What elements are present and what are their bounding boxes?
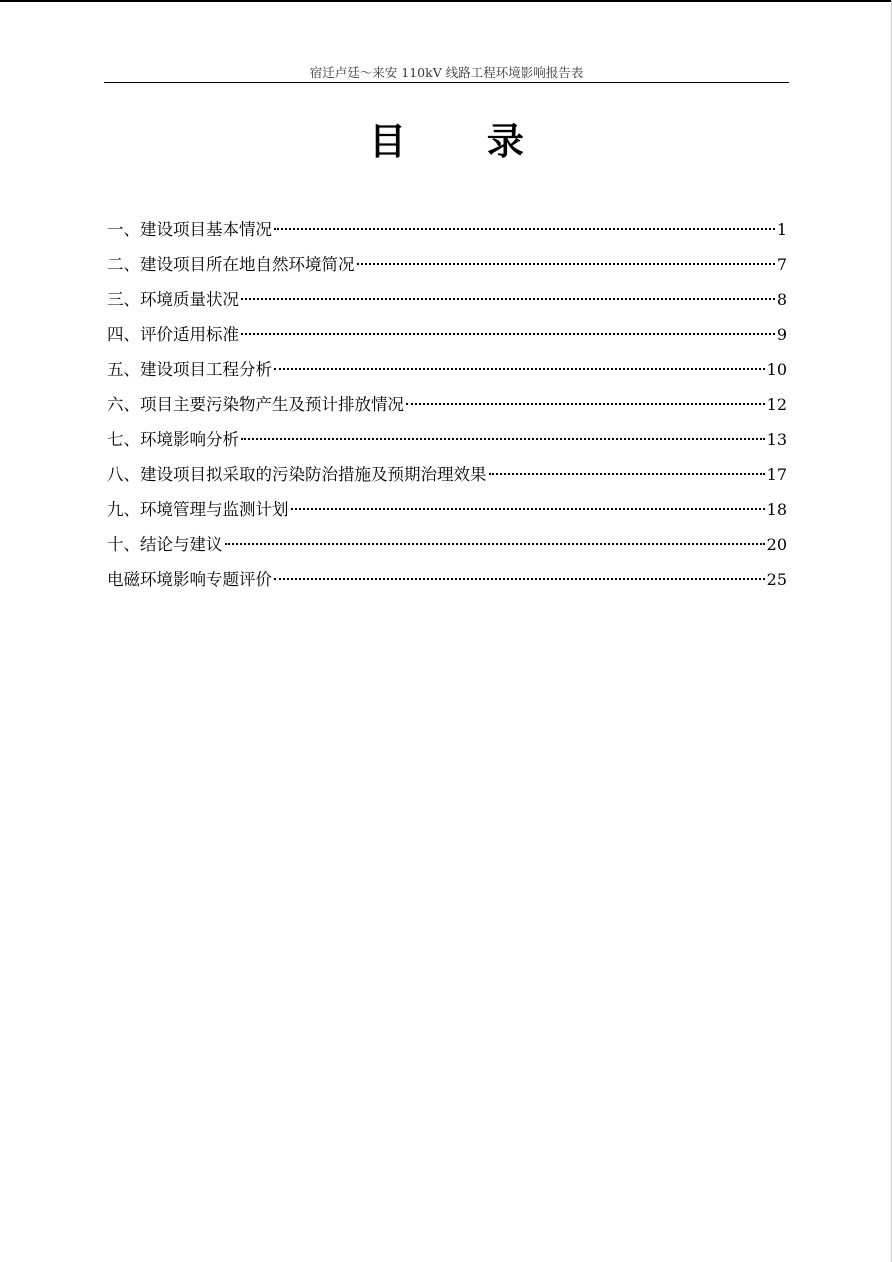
toc-entry-11[interactable] (107, 566, 787, 601)
dot-leader (291, 508, 765, 510)
dot-leader (274, 368, 765, 370)
dot-leader (357, 263, 775, 265)
dot-leader (406, 403, 765, 405)
toc-entry-2[interactable] (107, 251, 787, 286)
toc-entry-7[interactable] (107, 426, 787, 461)
toc-entry-label: 七、环境影响分析 (107, 430, 239, 449)
toc-page-number: 1 (776, 220, 787, 239)
dot-leader (225, 543, 765, 545)
table-of-contents (107, 216, 787, 601)
toc-entry-3[interactable] (107, 286, 787, 321)
dot-leader (274, 578, 765, 580)
toc-entry-label: 十、结论与建议 (107, 535, 223, 554)
dot-leader (489, 473, 765, 475)
toc-entry-5[interactable] (107, 356, 787, 391)
toc-entry-8[interactable] (107, 461, 787, 496)
toc-entry-label: 五、建设项目工程分析 (107, 360, 272, 379)
toc-page-number: 7 (776, 255, 787, 274)
toc-page-number: 12 (766, 395, 787, 414)
toc-entry-label: 电磁环境影响专题评价 (107, 570, 272, 589)
toc-entry-label: 二、建设项目所在地自然环境简况 (107, 255, 355, 274)
page-title: 目 录 (369, 119, 558, 163)
toc-page-number: 9 (776, 325, 787, 344)
page-top-border (0, 0, 892, 2)
toc-entry-4[interactable] (107, 321, 787, 356)
toc-page-number: 13 (766, 430, 787, 449)
toc-entry-label: 六、项目主要污染物产生及预计排放情况 (107, 395, 404, 414)
toc-page-number: 8 (776, 290, 787, 309)
toc-page-number: 10 (766, 360, 787, 379)
toc-entry-label: 一、建设项目基本情况 (107, 220, 272, 239)
toc-entry-6[interactable] (107, 391, 787, 426)
toc-page-number: 25 (766, 570, 787, 589)
toc-entry-label: 九、环境管理与监测计划 (107, 500, 289, 519)
toc-entry-1[interactable] (107, 216, 787, 251)
toc-entry-9[interactable] (107, 496, 787, 531)
dot-leader (241, 333, 775, 335)
dot-leader (274, 228, 775, 230)
dot-leader (241, 298, 775, 300)
toc-page-number: 17 (766, 465, 787, 484)
dot-leader (241, 438, 765, 440)
toc-entry-label: 四、评价适用标准 (107, 325, 239, 344)
toc-entry-label: 三、环境质量状况 (107, 290, 239, 309)
toc-page-number: 18 (766, 500, 787, 519)
toc-page-number: 20 (766, 535, 787, 554)
running-header: 宿迁卢廷～来安 110kV 线路工程环境影响报告表 (104, 63, 789, 83)
toc-entry-label: 八、建设项目拟采取的污染防治措施及预期治理效果 (107, 465, 487, 484)
toc-entry-10[interactable] (107, 531, 787, 566)
